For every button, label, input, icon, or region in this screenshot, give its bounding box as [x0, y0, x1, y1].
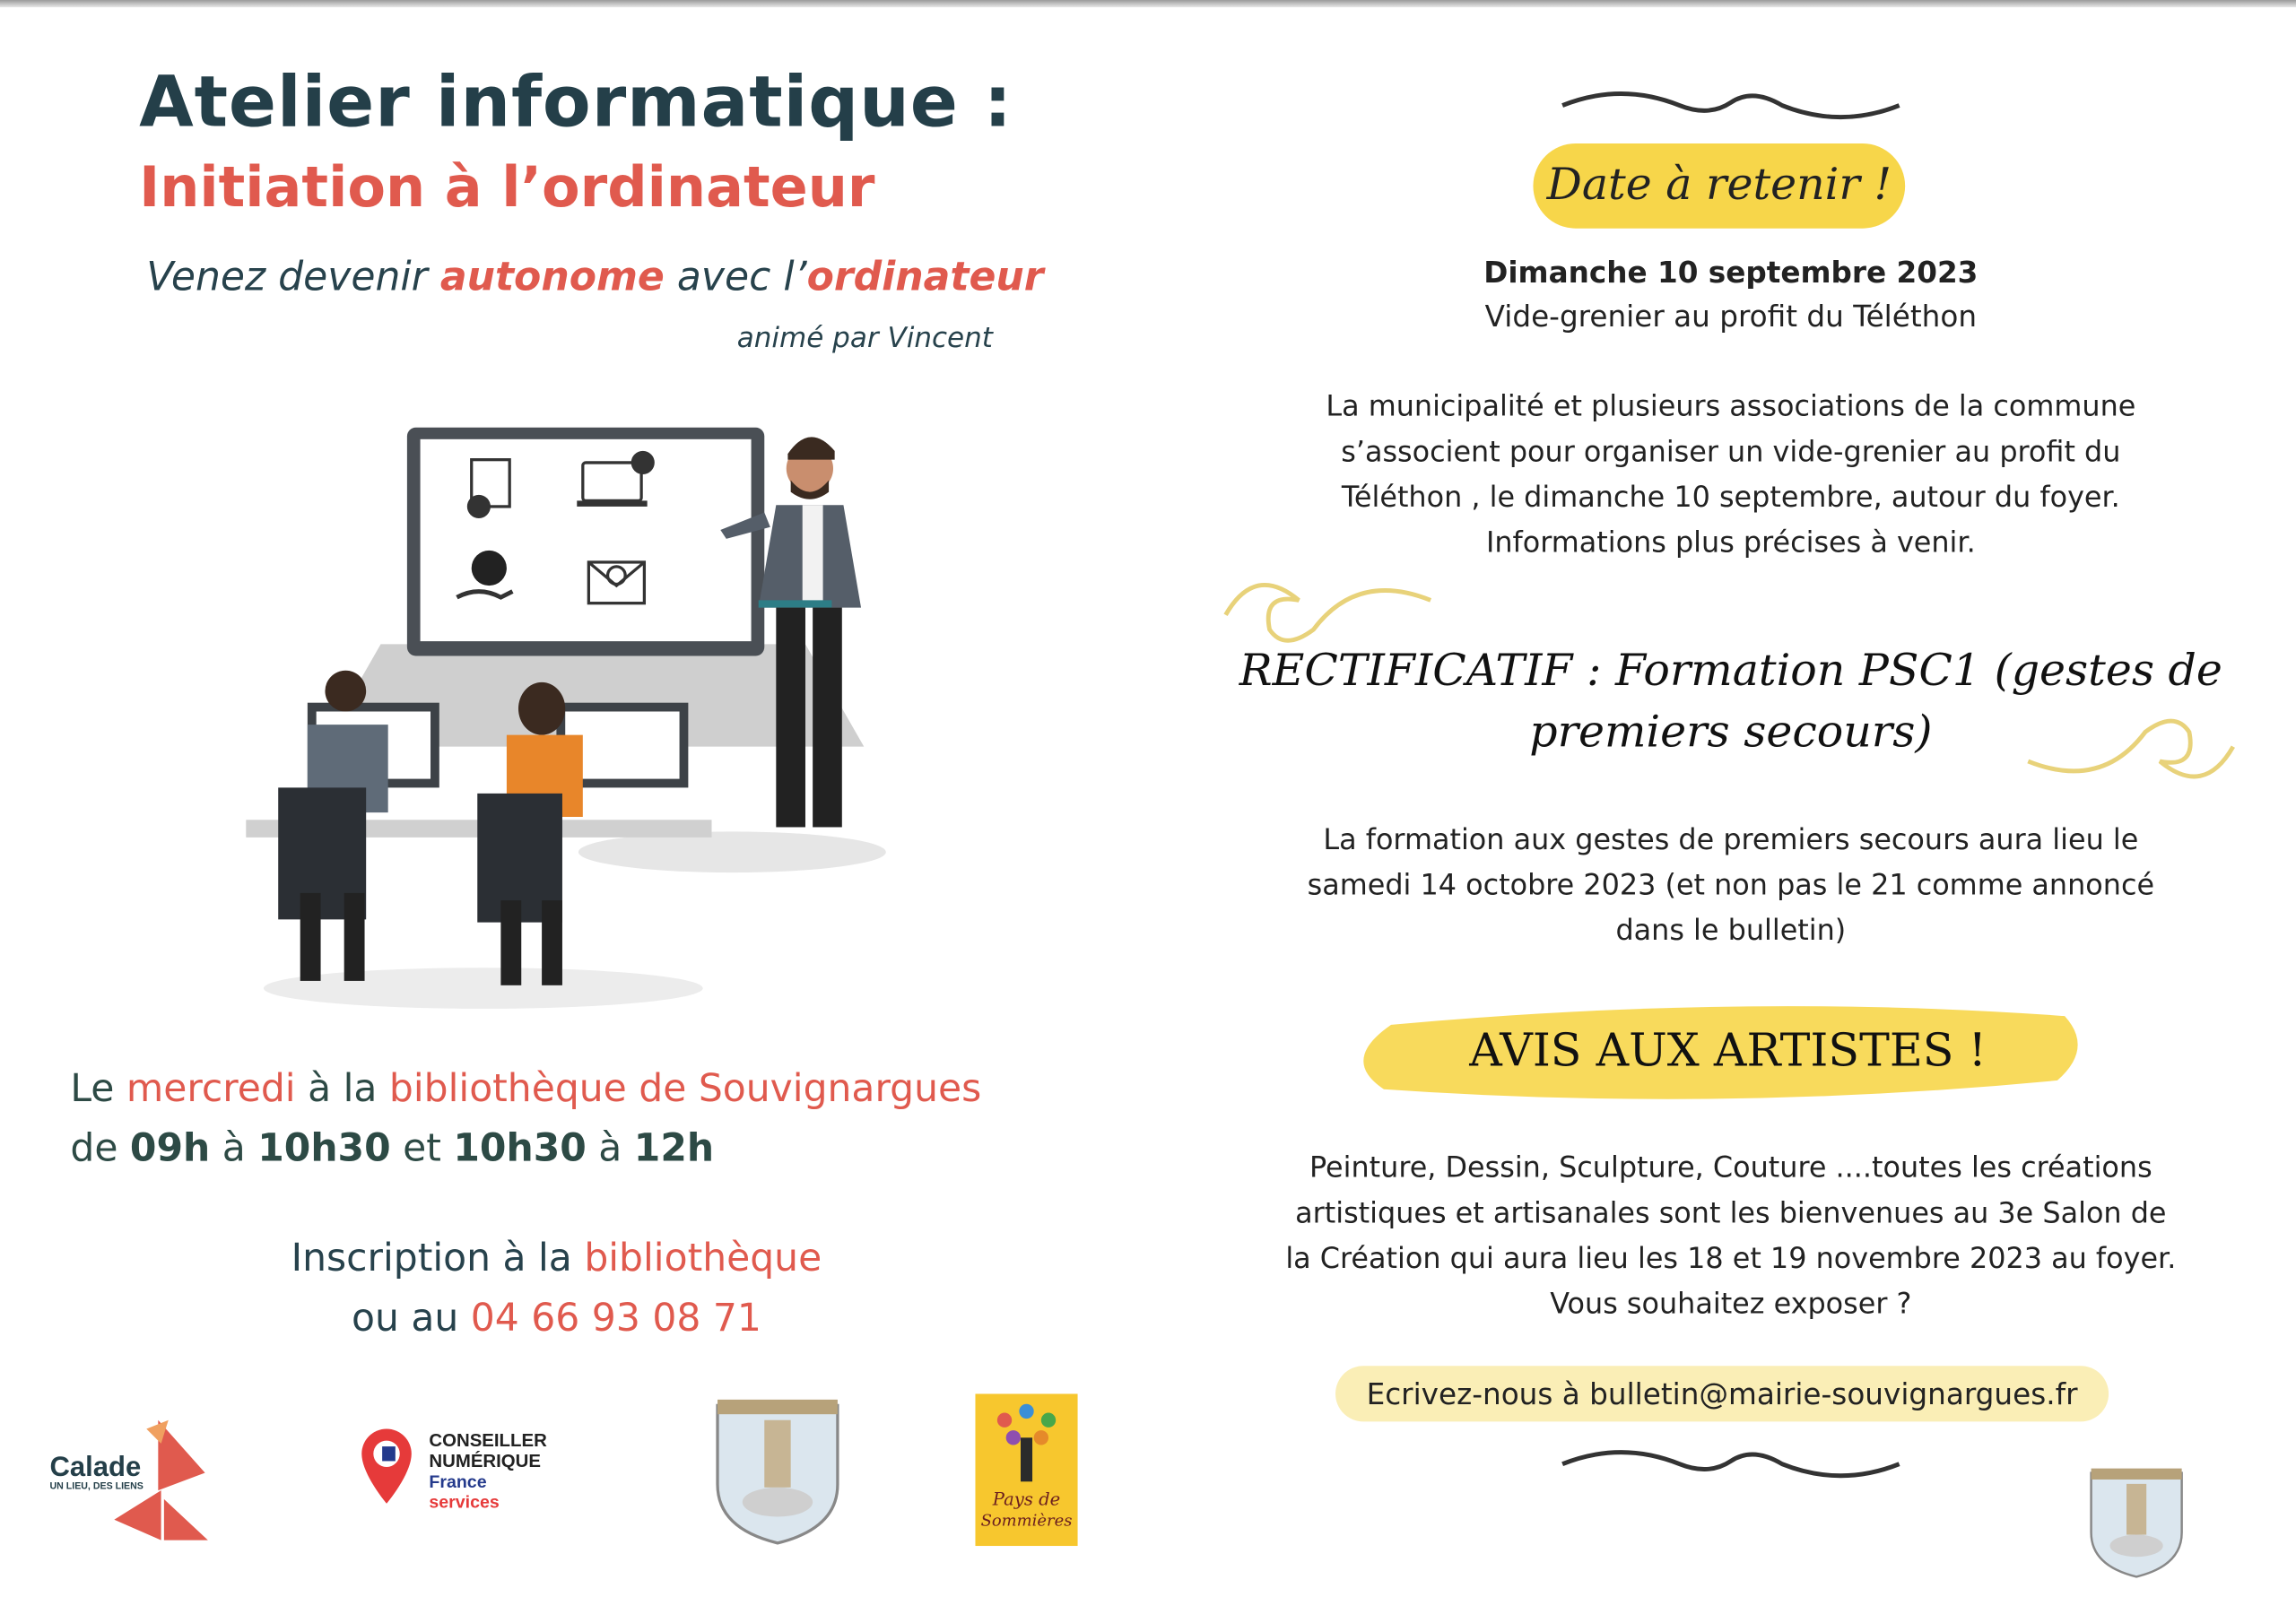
tagline-part: avec l’	[664, 255, 807, 300]
text-line: Vous souhaitez exposer ?	[1550, 1287, 1912, 1321]
correction-title	[1233, 641, 2229, 764]
registration-line	[176, 1229, 937, 1289]
pays-de-sommieres-logo	[975, 1393, 1077, 1546]
registration-block	[176, 1229, 937, 1350]
registration-text: ou au	[352, 1297, 471, 1341]
calade-logo	[44, 1414, 220, 1549]
event-title: Vide-grenier au profit du Téléthon	[1484, 299, 1978, 334]
schedule-text: à la	[295, 1067, 389, 1112]
animator-credit: animé par Vincent	[736, 322, 993, 355]
event-date: Dimanche 10 septembre 2023	[1483, 255, 1979, 291]
correction-description	[1233, 817, 2229, 953]
text-line: dans le bulletin)	[1615, 913, 1847, 948]
schedule-line-day	[70, 1060, 981, 1120]
contact-email[interactable]: Ecrivez-nous à bulletin@mairie-souvignargues.fr	[1335, 1366, 2109, 1421]
tagline-highlight: ordinateur	[806, 255, 1044, 300]
conseiller-line: CONSEILLER	[429, 1431, 547, 1452]
text-line: La municipalité et plusieurs associations de la commune	[1326, 389, 2136, 423]
correction-title-line: premiers secours)	[1529, 707, 1933, 759]
bottom-flourish	[1555, 1446, 1907, 1481]
text-line: la Création qui aura lieu les 18 et 19 novembre 2023 au foyer.	[1285, 1241, 2177, 1276]
schedule-location: bibliothèque de Souvignargues	[388, 1067, 982, 1112]
souvignargues-coat-of-arms	[711, 1393, 843, 1549]
conseiller-numerique-logo	[357, 1423, 577, 1516]
top-flourish	[1555, 88, 1907, 123]
souvignargues-coat-of-arms-small	[2085, 1464, 2187, 1582]
text-line: Téléthon , le dimanche 10 septembre, autour du foyer.	[1341, 480, 2120, 515]
classroom-illustration	[220, 410, 923, 1010]
schedule-time: 10h30	[257, 1127, 391, 1172]
text-line: s’associent pour organiser un vide-grenier au profit du	[1341, 434, 2121, 469]
schedule-text: à	[210, 1127, 258, 1172]
registration-place: bibliothèque	[584, 1237, 822, 1281]
artists-description	[1233, 1145, 2229, 1326]
schedule-time: 09h	[129, 1127, 211, 1172]
scan-edge	[0, 0, 2296, 7]
date-badge: Date à retenir !	[1533, 143, 1905, 229]
registration-line	[176, 1289, 937, 1350]
text-line: Informations plus précises à venir.	[1485, 525, 1976, 560]
schedule-line-hours	[70, 1120, 981, 1180]
schedule-text: à	[586, 1127, 634, 1172]
registration-text: Inscription à la	[291, 1237, 585, 1281]
conseiller-line: France	[429, 1471, 487, 1492]
schedule-day: mercredi	[126, 1067, 296, 1112]
workshop-title: Atelier informatique :	[139, 61, 1013, 144]
conseiller-line: NUMÉRIQUE	[429, 1451, 542, 1471]
event-description	[1233, 384, 2229, 565]
pays-line: Sommières	[980, 1511, 1073, 1531]
pays-line: Pays de	[992, 1488, 1061, 1510]
artists-title: AVIS AUX ARTISTES !	[1469, 1024, 1987, 1078]
workshop-subtitle: Initiation à l’ordinateur	[139, 155, 875, 220]
text-line: artistiques et artisanales sont les bienvenues au 3e Salon de	[1295, 1195, 2167, 1230]
schedule-text: Le	[70, 1067, 126, 1112]
schedule-text: de	[70, 1127, 130, 1172]
schedule-time: 10h30	[453, 1127, 587, 1172]
schedule-time: 12h	[633, 1127, 715, 1172]
text-line: samedi 14 octobre 2023 (et non pas le 21 comme annoncé	[1307, 868, 2155, 902]
text-line: Peinture, Dessin, Sculpture, Couture ....toutes les créations	[1309, 1150, 2152, 1185]
phone-number: 04 66 93 08 71	[470, 1297, 761, 1341]
correction-title-line: RECTIFICATIF : Formation PSC1 (gestes de	[1239, 646, 2222, 698]
text-line: La formation aux gestes de premiers secours aura lieu le	[1323, 822, 2139, 857]
tagline-part: Venez devenir	[146, 255, 440, 300]
schedule-block	[70, 1060, 981, 1180]
schedule-text: et	[390, 1127, 454, 1172]
calade-name: Calade	[49, 1450, 142, 1482]
calade-tagline: UN LIEU, DES LIENS	[49, 1480, 144, 1492]
tagline	[146, 255, 1043, 300]
conseiller-line: services	[429, 1492, 500, 1513]
tagline-highlight: autonome	[439, 255, 665, 300]
